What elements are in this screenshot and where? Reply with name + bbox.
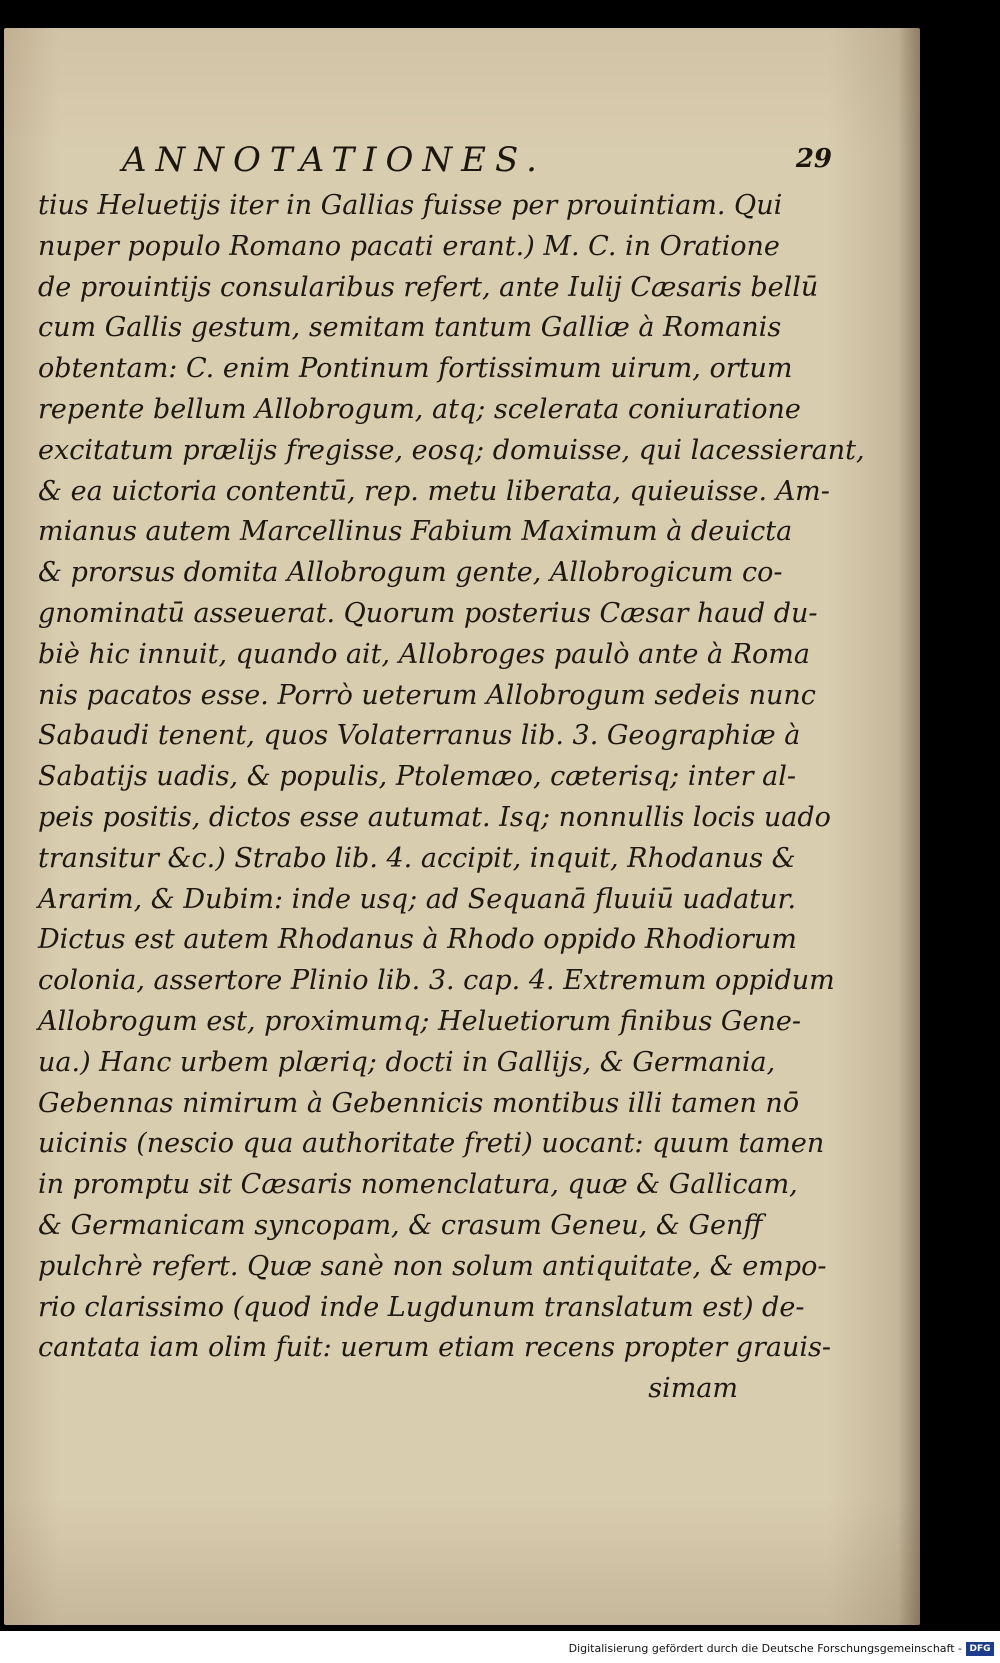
text-line: Allobrogum est, proximumq; Heluetiorum finibus Gene- bbox=[38, 1005, 801, 1037]
text-line: peis positis, dictos esse autumat. Isq; nonnullis locis uado bbox=[38, 801, 831, 833]
text-line: in promptu sit Cæsaris nomenclatura, quæ & Gallicam, bbox=[38, 1169, 798, 1201]
catchword: simam bbox=[648, 1373, 738, 1405]
running-head: ANNOTATIONES. bbox=[122, 140, 546, 180]
text-line: cantata iam olim fuit: uerum etiam recens propter grauis- bbox=[38, 1332, 832, 1364]
text-line: Sabaudi tenent, quos Volaterranus lib. 3. Geographiæ à bbox=[38, 720, 801, 752]
text-line: obtentam: C. enim Pontinum fortissimum uirum, ortum bbox=[38, 353, 793, 385]
text-line: Dictus est autem Rhodanus à Rhodo oppido Rhodiorum bbox=[38, 924, 797, 956]
text-line: biè hic innuit, quando ait, Allobroges paulò ante à Roma bbox=[38, 638, 810, 670]
text-line: tius Heluetijs iter in Gallias fuisse per prouintiam. Qui bbox=[38, 190, 783, 221]
text-line: repente bellum Allobrogum, atq; sceleratа coniuratione bbox=[38, 393, 801, 425]
funding-credit: Digitalisierung gefördert durch die Deutsche Forschungsgemeinschaft - bbox=[568, 1642, 962, 1655]
text-line: ua.) Hanc urbem plæriq; docti in Gallijs, & Germania, bbox=[38, 1046, 776, 1078]
page-header bbox=[122, 140, 832, 186]
text-line: & ea uictoria contentū, rep. metu liberata, quieuisse. Am- bbox=[38, 475, 830, 507]
dfg-logo-icon: DFG bbox=[966, 1642, 994, 1656]
text-line: nuper populo Romano pacati erant.) M. C. in Oratione bbox=[38, 230, 780, 262]
body-text bbox=[38, 186, 865, 1410]
text-line: Ararim, & Dubim: inde usq; ad Sequanā fluuiū uadatur. bbox=[38, 883, 797, 915]
text-line: Gebennas nimirum à Gebennicis montibus illi tamen nō bbox=[38, 1087, 800, 1119]
page-edge-shadow bbox=[898, 28, 920, 1625]
text-line: Sabatijs uadis, & populis, Ptolemæo, cæterisq; inter al- bbox=[38, 761, 796, 793]
text-line: uicinis (nescio qua authoritate freti) uocant: quum tamen bbox=[38, 1128, 825, 1160]
text-line: pulchrè refert. Quæ sanè non solum antiquitate, & empo- bbox=[38, 1250, 827, 1282]
text-line: mianus autem Marcellinus Fabium Maximum à deuicta bbox=[38, 516, 793, 548]
text-line: nis pacatos esse. Porrò ueterum Allobrogum sedeis nunc bbox=[38, 679, 816, 711]
text-line: transitur &c.) Strabo lib. 4. accipit, inquit, Rhodanus & bbox=[38, 842, 796, 874]
footer-bar bbox=[0, 1631, 1000, 1663]
text-line: cum Gallis gestum, semitam tantum Galliæ à Romanis bbox=[38, 312, 782, 344]
text-line: excitatum prælijs fregisse, eosq; domuisse, qui lacessierant, bbox=[38, 434, 865, 466]
page-number: 29 bbox=[795, 144, 832, 174]
text-line: gnominatū asseuerat. Quorum posterius Cæsar haud du- bbox=[38, 597, 818, 629]
book-page bbox=[4, 28, 920, 1625]
text-line: & prorsus domita Allobrogum gente, Allobrogicum co- bbox=[38, 557, 783, 589]
text-line: rio clarissimo (quod inde Lugdunum translatum est) de- bbox=[38, 1291, 805, 1323]
text-line: colonia, assertore Plinio lib. 3. cap. 4. Extremum oppidum bbox=[38, 965, 835, 997]
text-line: de prouintijs consularibus refert, ante Iulij Cæsaris bellū bbox=[38, 271, 819, 303]
text-line: & Germanicam syncopam, & crasum Geneu, & Genff bbox=[38, 1209, 763, 1241]
